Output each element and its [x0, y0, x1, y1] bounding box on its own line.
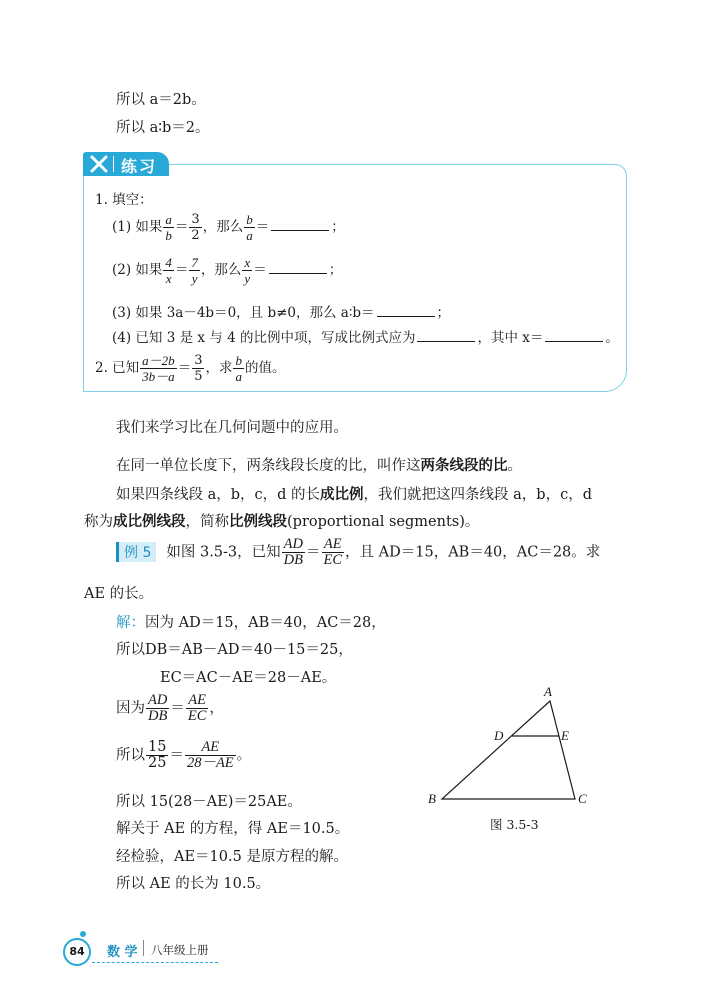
paragraph: 如果四条线段 a，b，c，d 的长成比例，我们就把这四条线段 a，b，c，d — [116, 487, 592, 503]
practice-title: 练习 — [121, 157, 158, 176]
paragraph: 称为成比例线段，简称比例线段(proportional segments)。 — [84, 514, 480, 530]
solution-line: 所以 AE 的长为 10.5。 — [116, 876, 271, 892]
tools-icon — [90, 155, 108, 173]
fraction: $\frac{x}{y}$ — [244, 255, 251, 286]
q1-1-prefix: (1) 如果 — [112, 219, 163, 235]
solution-line: 解关于 AE 的方程，得 AE＝10.5。 — [116, 821, 350, 837]
solution-line: EC＝AC－AE＝28－AE。 — [160, 670, 337, 686]
fraction: $\frac{4}{x}$ — [165, 255, 172, 286]
fraction: $\frac{b}{a}$ — [246, 212, 253, 243]
fraction: $\frac{AD}{DB}$ — [148, 692, 168, 724]
fraction: $\frac{AE}{28-AE}$ — [186, 739, 234, 771]
label-b: B — [428, 791, 436, 806]
footer-grade: 八年级上册 — [151, 943, 209, 957]
example-question-cont: AE 的长。 — [84, 586, 154, 602]
text-line: 所以 a∶b＝2。 — [116, 120, 210, 136]
fraction: $\frac{7}{y}$ — [191, 255, 198, 286]
solution-line: 解：因为 AD＝15，AB＝40，AC＝28， — [116, 615, 386, 631]
label-d: D — [494, 728, 504, 743]
label-a: A — [544, 684, 552, 699]
q1-2: (2) 如果 $\frac{4}{x}$ ＝ $\frac{7}{y}$ ，那么 $\frac{x}{y}$ ＝ ； — [112, 255, 343, 286]
fraction: $\frac{a}{b}$ — [165, 212, 172, 243]
fraction: $\frac{AE}{EC}$ — [323, 536, 343, 568]
answer-blank — [377, 304, 435, 317]
fraction: $\frac{AD}{DB}$ — [283, 536, 303, 568]
q1-1: (1) 如果 $\frac{a}{b}$ ＝ $\frac{3}{2}$ ，那么 $\frac{b}{a}$ ＝ ； — [112, 212, 345, 243]
term: 成比例 — [320, 487, 364, 503]
answer-blank — [269, 261, 327, 274]
answer-blank — [417, 329, 475, 342]
answer-blank — [271, 218, 329, 231]
divider — [113, 156, 114, 172]
term: 比例线段 — [229, 514, 287, 530]
example-question: 例 5 如图 3.5-3，已知 $\frac{AD}{DB}$ ＝ $\frac{AE}{EC}$ ，且 AD＝15，AB＝40，AC＝28。求 — [116, 537, 600, 568]
fraction: $\frac{3}{2}$ — [191, 212, 200, 243]
fraction: $\frac{b}{a}$ — [235, 353, 242, 384]
practice-tab — [83, 152, 169, 176]
triangle-abc — [442, 701, 575, 799]
term: 两条线段的比 — [420, 458, 508, 474]
footer-subject: 数 学 — [107, 945, 138, 960]
text-line: 所以 a＝2b。 — [116, 92, 206, 108]
paragraph: 我们来学习比在几何问题中的应用。 — [116, 420, 348, 436]
fraction: $\frac{15}{25}$ — [148, 739, 167, 771]
fraction: $\frac{AE}{EC}$ — [187, 692, 207, 724]
fraction: $\frac{a-2b}{3b-a}$ — [142, 353, 175, 384]
term: 成比例线段 — [113, 514, 186, 530]
paragraph: 在同一单位长度下，两条线段长度的比，叫作这两条线段的比。 — [116, 458, 522, 474]
q2: 2. 已知 $\frac{a-2b}{3b-a}$ ＝ $\frac{3}{5}$ ，求 $\frac{b}{a}$ 的值。 — [95, 353, 286, 384]
page-number: 84 — [63, 938, 91, 966]
example-label: 例 5 — [116, 542, 156, 562]
q1-label: 1. 填空： — [95, 192, 153, 208]
footer-dashed-line — [92, 962, 218, 963]
answer-blank — [545, 329, 603, 342]
q1-4: (4) 已知 3 是 x 与 4 的比例中项，写成比例式应为 ，其中 x＝ 。 — [112, 330, 619, 346]
label-e: E — [561, 728, 569, 743]
solution-line: 所以 15(28－AE)＝25AE。 — [116, 794, 302, 810]
label-c: C — [578, 791, 587, 806]
figure-caption: 图 3.5-3 — [490, 817, 539, 832]
solution-line: 因为 $\frac{AD}{DB}$ ＝ $\frac{AE}{EC}$ ， — [116, 692, 224, 724]
solution-label: 解： — [116, 615, 145, 631]
solution-line: 所以 $\frac{15}{25}$ ＝ $\frac{AE}{28-AE}$ 。 — [116, 739, 252, 771]
triangle-figure — [420, 682, 590, 832]
q1-3: (3) 如果 3a－4b＝0，且 b≠0，那么 a∶b＝ ； — [112, 305, 450, 321]
solution-line: 经检验，AE＝10.5 是原方程的解。 — [116, 849, 348, 865]
solution-line: 所以DB＝AB－AD＝40－15＝25， — [116, 642, 353, 658]
divider — [143, 940, 144, 956]
fraction: $\frac{3}{5}$ — [194, 353, 203, 384]
decor-dot — [80, 931, 86, 937]
